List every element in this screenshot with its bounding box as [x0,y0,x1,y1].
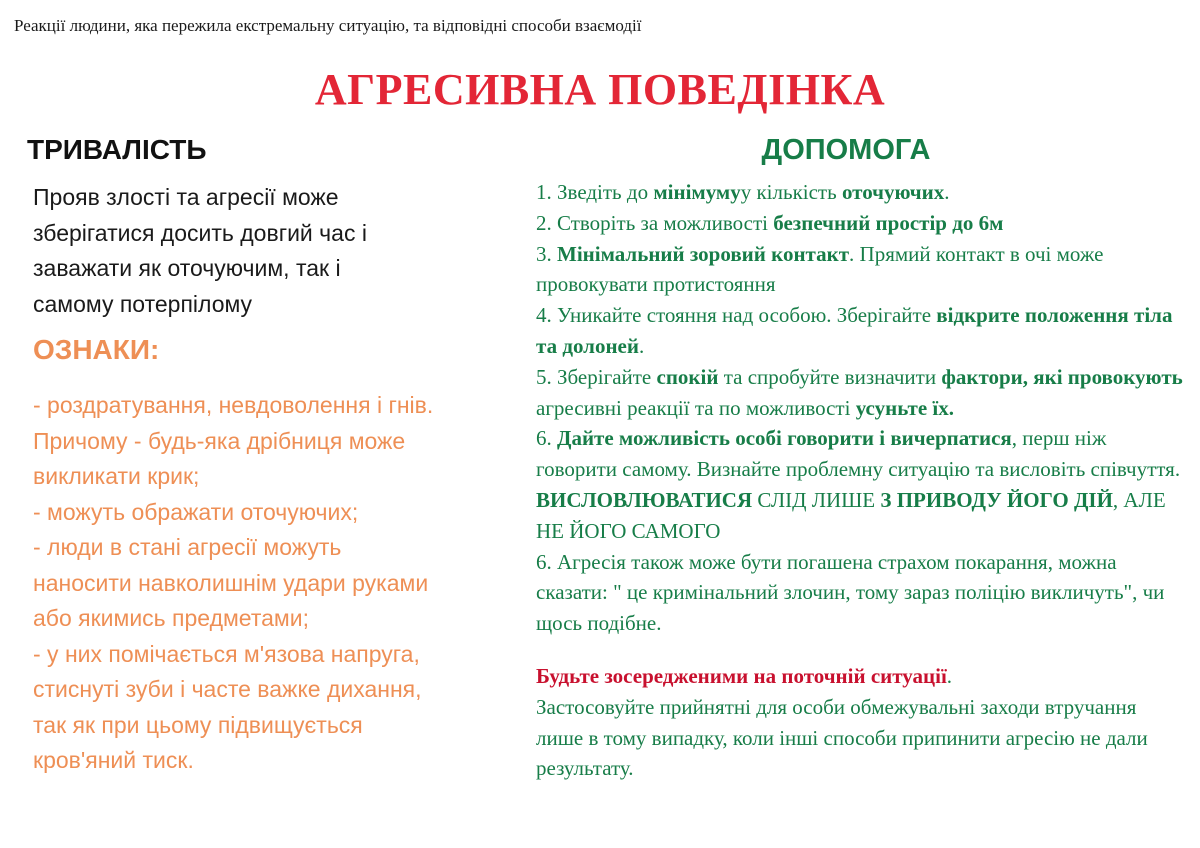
help-item-5: 5. Зберігайте спокій та спробуйте визначити фактори, які провокують агресивні реакції та по можливості усуньте їх. [536,364,1183,420]
help-item-2: 2. Створіть за можливості безпечний простір до 6м [536,210,1004,235]
signs-list [33,388,495,779]
help-item-6: 6. Дайте можливість особі говорити і вичерпатися, перш ніж говорити самому. Визнайте проблемну ситуацію та висловіть співчуття. ВИСЛОВЛЮВАТИСЯ СЛІД ЛИШЕ З ПРИВОДУ ЙОГО ДІЙ, АЛЕ НЕ ЙОГО САМОГО [536,426,1181,543]
left-column [25,134,495,779]
signs-line: кров'яний тиск. [33,747,194,773]
signs-line: - роздратування, невдоволення і гнів. [33,392,434,418]
help-item-1: 1. Зведіть до мінімумуу кількість оточуючих. [536,180,950,204]
help-item-4: 4. Уникайте стояння над особою. Зберігайте відкрите положення тіла та долоней. [536,303,1173,358]
duration-line: зберігатися досить довгий час і [33,219,367,246]
closing-text: Застосовуйте прийнятні для особи обмежувальні заходи втручання лише в тому випадку, коли інші способи припинити агресію не дали результату. [536,694,1148,781]
signs-line: - у них помічається м'язова напруга, [33,640,420,667]
signs-line: викликати крик; [33,463,200,489]
header-caption: Реакції людини, яка пережила екстремальну ситуацію, та відповідні способи взаємодії [14,16,642,35]
signs-line: або якимись предметами; [33,605,309,631]
signs-line: стиснуті зуби і часте важке дихання, [33,676,422,702]
closing-dot: . [946,663,953,688]
signs-line: так як при цьому підвищується [33,711,363,738]
duration-heading: ТРИВАЛІСТЬ [27,134,207,165]
duration-line: самому потерпілому [33,290,253,317]
help-item-7: 6. Агресія також може бути погашена страхом покарання, можна сказати: " це кримінальний злочин, тому зараз поліцію викличуть", чи щось подібне. [536,549,1165,636]
page-title: АГРЕСИВНА ПОВЕДІНКА [314,65,886,114]
help-heading: ДОПОМОГА [761,134,931,166]
signs-line: Причому - будь-яка дрібниця може [33,427,406,454]
signs-heading: ОЗНАКИ: [33,334,160,365]
help-list [536,177,1186,639]
signs-line: наносити навколишнім удари руками [33,569,429,596]
help-item-3: 3. Мінімальний зоровий контакт. Прямий контакт в очі може провокувати протистояння [536,241,1104,297]
duration-text [33,180,495,322]
duration-line: Прояв злості та агресії може [33,184,339,210]
duration-line: заважати як оточуючим, так і [33,255,341,281]
right-column [536,134,1186,784]
closing-emphasis: Будьте зосередженими на поточній ситуації [536,663,947,688]
signs-line: - можуть ображати оточуючих; [33,498,359,525]
signs-line: - люди в стані агресії можуть [33,534,342,560]
closing-note [536,661,1186,784]
